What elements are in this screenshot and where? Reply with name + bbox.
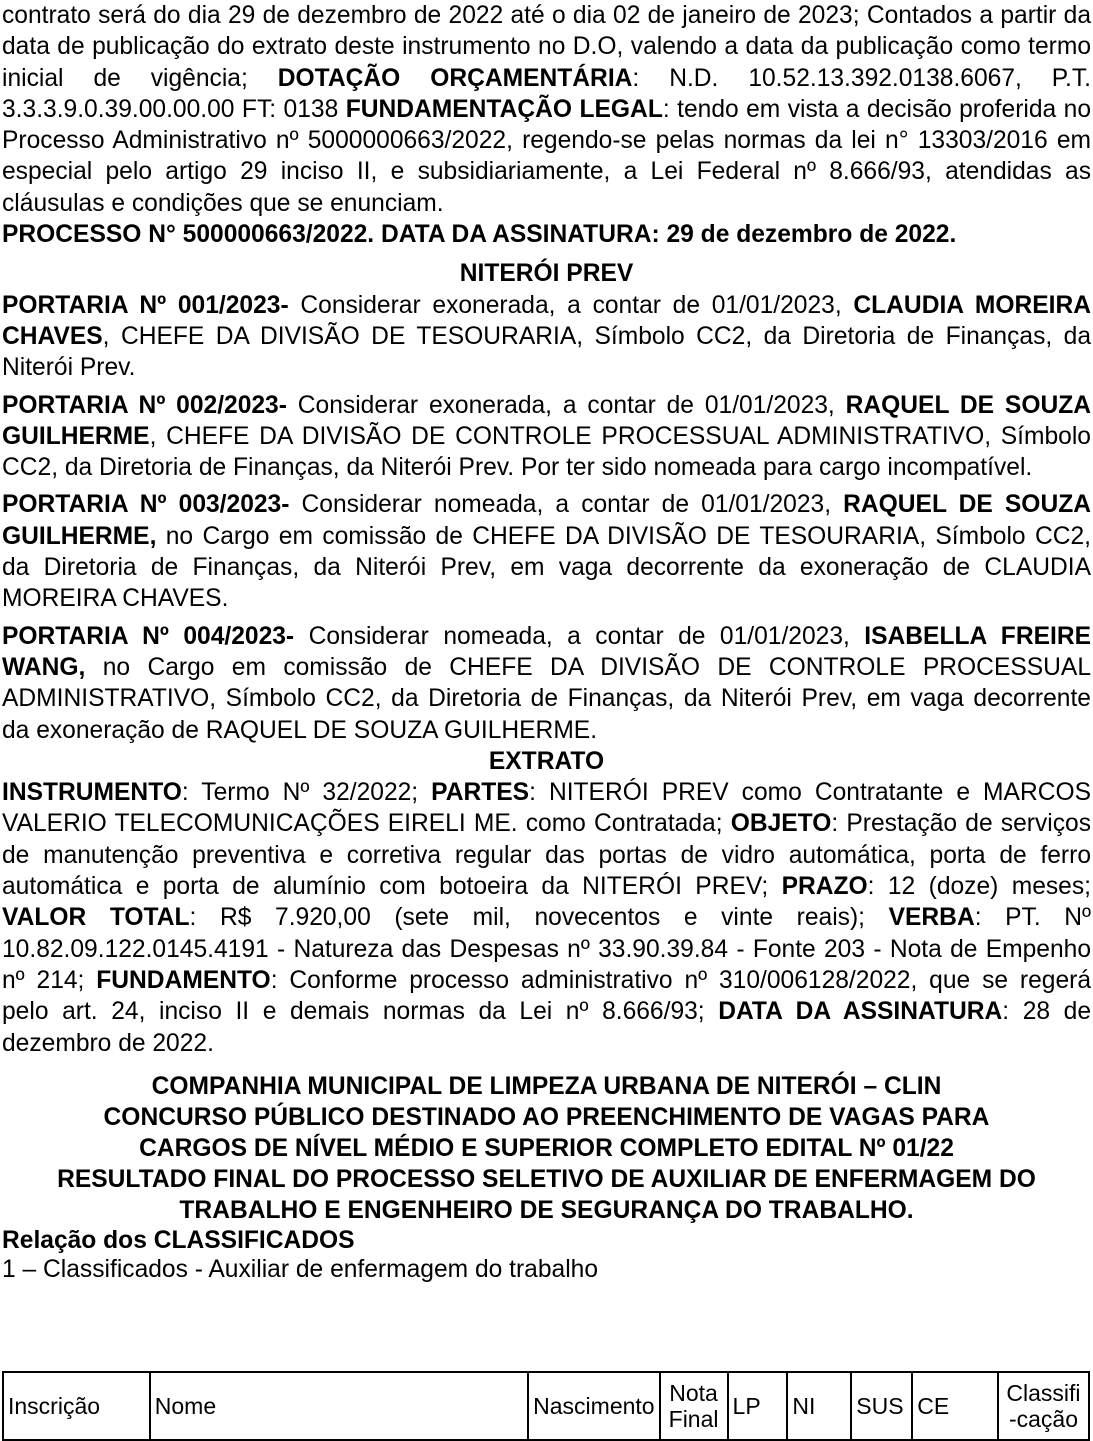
column-header-inscricao: Inscrição xyxy=(3,1372,150,1440)
relacao-classificados-heading: Relação dos CLASSIFICADOS xyxy=(2,1226,355,1254)
clin-heading-block xyxy=(2,1071,1091,1226)
contract-paragraph xyxy=(2,0,1091,219)
text-segment: contrato será do dia 29 de dezembro de 2022 até o dia 02 de janeiro de 2023; Contados a partir da data de publicação do extrato deste instrumento no D.O, valendo a data da publicação como termo inicial de vigência; xyxy=(2,2,1091,92)
clin-heading-line: CONCURSO PÚBLICO DESTINADO AO PREENCHIMENTO DE VAGAS PARA xyxy=(103,1103,990,1131)
portaria-003 xyxy=(2,489,1091,614)
clin-heading-line: COMPANHIA MUNICIPAL DE LIMPEZA URBANA DE NITERÓI – CLIN xyxy=(151,1072,942,1100)
column-header-ni: NI xyxy=(787,1372,851,1440)
processo-line: PROCESSO N° 500000663/2022. DATA DA ASSINATURA: 29 de dezembro de 2022. xyxy=(2,221,957,249)
text-segment: : Prestação de serviços de manutenção preventiva e corretiva regular das portas de vidro automática, porta de ferro automática e porta de alumínio com botoeira da NITERÓI PREV; xyxy=(2,810,1091,901)
portaria-002 xyxy=(2,390,1091,484)
person-name: RAQUEL DE SOUZA GUILHERME, xyxy=(2,491,1091,550)
text-segment: : N.D. 10.52.13.392.0138.6067, P.T. 3.3.3.9.0.39.00.00.00 FT: 0138 xyxy=(2,64,1091,123)
column-header-ce: CE xyxy=(912,1372,998,1440)
text-segment: Considerar nomeada, a contar de 01/01/2023, xyxy=(294,622,865,650)
text-segment: , CHEFE DA DIVISÃO DE CONTROLE PROCESSUAL ADMINISTRATIVO, Símbolo CC2, da Diretoria de Finanças, da Niterói Prev. Por ter sido nomeada para cargo incompatível. xyxy=(2,422,1091,482)
person-name: RAQUEL DE SOUZA GUILHERME xyxy=(2,391,1092,450)
bold-label: PARTES xyxy=(431,779,530,807)
text-segment: no Cargo em comissão de CHEFE DA DIVISÃO DE TESOURARIA, Símbolo CC2, da Diretoria de Finanças, da Niterói Prev, em vaga decorrente da exoneração de CLAUDIA MOREIRA CHAVES. xyxy=(2,522,1091,613)
text-segment: : PT. Nº 10.82.09.122.0145.4191 - Natureza das Despesas nº 33.90.39.84 - Fonte 203 - Nota de Empenho nº 214; xyxy=(2,904,1092,994)
text-segment: Considerar exonerada, a contar de 01/01/2023, xyxy=(286,391,846,419)
text-segment: Considerar exonerada, a contar de 01/01/2023, xyxy=(288,291,854,319)
text-segment: : Termo Nº 32/2022; xyxy=(181,779,432,807)
text-segment: : tendo em vista a decisão proferida no Processo Administrativo nº 5000000663/2022, regendo-se pelas normas da lei n° 13303/2016 em especial pelo artigo 29 inciso II, e subsidiariamente, a Lei Federal nº 8.666/93, atendidas as cláusulas e condições que se enunciam. xyxy=(2,95,1092,217)
clin-heading-line: CARGOS DE NÍVEL MÉDIO E SUPERIOR COMPLETO EDITAL Nº 01/22 xyxy=(139,1134,954,1162)
person-name: ISABELLA FREIRE WANG, xyxy=(2,622,1091,681)
section-heading-niteroi-prev: NITERÓI PREV xyxy=(459,260,634,288)
document-page xyxy=(2,0,1091,1284)
text-segment: : Conforme processo administrativo nº 310/006128/2022, que se regerá pelo art. 24, inciso II e demais normas da Lei nº 8.666/93; xyxy=(2,966,1091,1026)
bold-label: FUNDAMENTAÇÃO LEGAL xyxy=(345,95,663,123)
bold-label: DATA DA ASSINATURA xyxy=(718,998,1003,1026)
extrato-paragraph xyxy=(2,777,1091,1059)
person-name: CLAUDIA MOREIRA CHAVES xyxy=(2,291,1091,350)
bold-label: INSTRUMENTO xyxy=(2,779,182,807)
column-header-lp: LP xyxy=(728,1372,788,1440)
header-line: Classifi xyxy=(1006,1380,1081,1406)
bold-label: VERBA xyxy=(888,904,975,932)
column-header-nota-final xyxy=(660,1372,728,1440)
portaria-label: PORTARIA Nº 003/2023- xyxy=(2,491,290,519)
portaria-label: PORTARIA Nº 004/2023- xyxy=(2,622,295,650)
bold-label: OBJETO xyxy=(730,810,832,838)
column-header-nome: Nome xyxy=(150,1372,528,1440)
results-table xyxy=(2,1371,1090,1441)
section-heading-extrato: EXTRATO xyxy=(488,747,605,775)
bold-label: PRAZO xyxy=(781,873,868,901)
table-header-row xyxy=(3,1372,1089,1440)
header-line: -cação xyxy=(1008,1406,1079,1432)
text-segment: no Cargo em comissão de CHEFE DA DIVISÃO DE CONTROLE PROCESSUAL ADMINISTRATIVO, Símbolo CC2, da Diretoria de Finanças, da Niterói Prev, em vaga decorrente da exoneração de RAQUEL DE SOUZA GUILHERME. xyxy=(2,653,1091,744)
text-segment: , CHEFE DA DIVISÃO DE TESOURARIA, Símbolo CC2, da Diretoria de Finanças, da Niterói Prev. xyxy=(2,322,1091,382)
portaria-label: PORTARIA Nº 002/2023- xyxy=(2,391,287,419)
column-header-nascimento: Nascimento xyxy=(528,1372,659,1440)
header-line: Nota xyxy=(669,1380,718,1406)
portaria-label: PORTARIA Nº 001/2023- xyxy=(2,291,289,319)
column-header-sus: SUS xyxy=(851,1372,912,1440)
clin-heading-line: RESULTADO FINAL DO PROCESSO SELETIVO DE AUXILIAR DE ENFERMAGEM DO xyxy=(57,1165,1036,1193)
column-header-classificacao xyxy=(998,1372,1089,1440)
clin-heading-line: TRABALHO E ENGENHEIRO DE SEGURANÇA DO TRABALHO. xyxy=(179,1196,914,1224)
header-line: Final xyxy=(668,1406,719,1432)
text-segment: : R$ 7.920,00 (sete mil, novecentos e vinte reais); xyxy=(189,904,889,932)
text-segment: : 28 de dezembro de 2022. xyxy=(2,998,1091,1057)
portaria-004 xyxy=(2,621,1091,746)
text-segment: Considerar nomeada, a contar de 01/01/2023, xyxy=(289,491,844,519)
text-segment: : 12 (doze) meses; xyxy=(867,873,1091,901)
text-segment: : NITERÓI PREV como Contratante e MARCOS VALERIO TELECOMUNICAÇÕES EIRELI ME. como Contratada; xyxy=(2,779,1091,838)
bold-label: VALOR TOTAL xyxy=(2,904,190,932)
bold-label: DOTAÇÃO ORÇAMENTÁRIA xyxy=(277,64,633,92)
bold-label: FUNDAMENTO xyxy=(96,966,271,994)
subsection-title: 1 – Classificados - Auxiliar de enfermagem do trabalho xyxy=(2,1255,599,1283)
portaria-001 xyxy=(2,290,1091,384)
